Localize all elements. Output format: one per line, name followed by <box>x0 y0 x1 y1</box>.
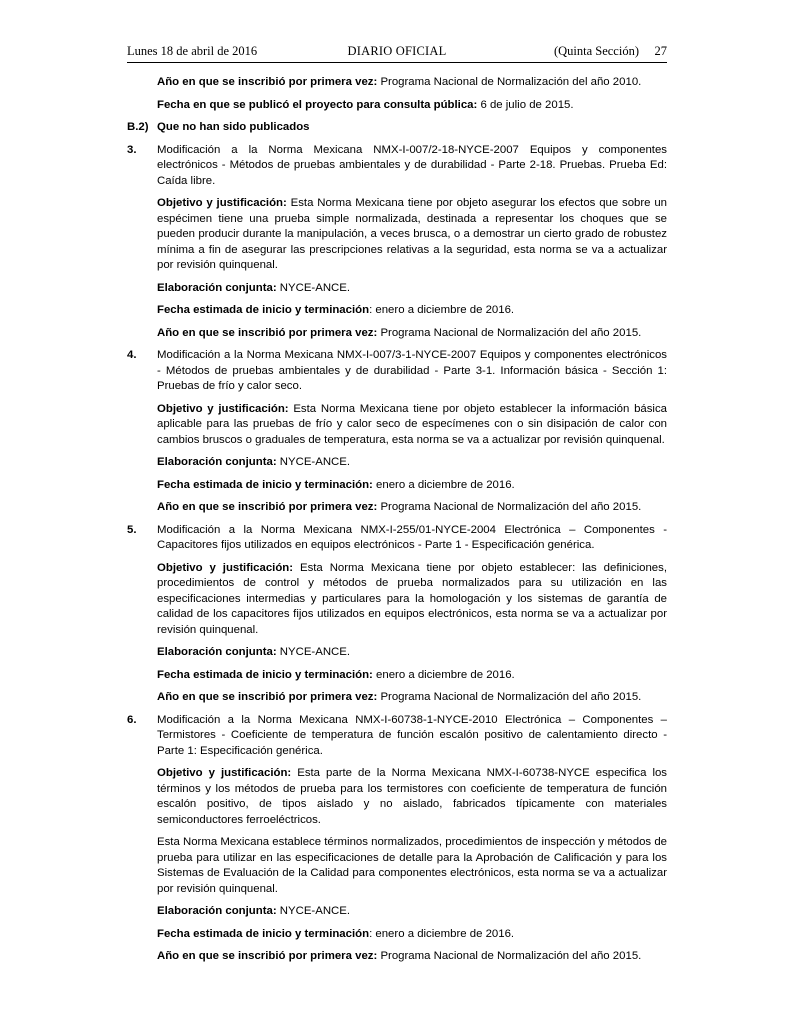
item-number: 6. <box>127 713 137 726</box>
elaboracion-label: Elaboración conjunta: <box>157 456 277 468</box>
item-title: Modificación a la Norma Mexicana NMX-I-60738-1-NYCE-2010 Electrónica – Componentes – Termistores - Coeficiente de temperatura de función escalón positivo de calentamiento directo - Parte 1: Especificación genérica. <box>157 713 667 757</box>
elaboracion-value: NYCE-ANCE. <box>276 281 351 294</box>
elaboracion-paragraph <box>157 645 667 661</box>
objetivo-paragraph <box>157 196 667 274</box>
intro-anio-label: Año en que se inscribió por primera vez: <box>157 76 378 88</box>
section-heading <box>127 120 667 136</box>
fecha-value: : enero a diciembre de 2016. <box>369 304 515 316</box>
elaboracion-value: NYCE-ANCE. <box>276 456 351 468</box>
anio-value: Programa Nacional de Normalización del año 2015. <box>377 326 642 339</box>
objetivo-label: Objetivo y justificación: <box>157 197 287 209</box>
anio-paragraph <box>157 690 667 706</box>
elaboracion-label: Elaboración conjunta: <box>157 905 277 917</box>
item-number: 4. <box>127 349 137 361</box>
header-section: (Quinta Sección) <box>553 44 639 58</box>
list-item <box>127 348 667 395</box>
fecha-paragraph <box>157 303 667 319</box>
objetivo-text: Esta Norma Mexicana tiene por objeto establecer la información básica aplicable para las pruebas de frío y calor seco de especímenes con o sin disipación de calor con cambios bruscos o graduales de temperatura, esta norma se va a actualizar por revisión quinquenal. <box>157 402 667 446</box>
extra-paragraph: Esta Norma Mexicana establece términos normalizados, procedimientos de inspección y métodos de prueba para utilizar en las especificaciones de detalle para la Aprobación de Calificación y para los Sistemas de Evaluación de la Calidad para componentes electrónicos, esta norma se va a actualizar por revisión quinquenal. <box>157 836 667 895</box>
anio-paragraph <box>157 949 667 965</box>
anio-paragraph <box>157 500 667 516</box>
elaboracion-value: NYCE-ANCE. <box>276 646 351 658</box>
objetivo-text: Esta Norma Mexicana tiene por objeto establecer: las definiciones, procedimientos de control y métodos de prueba normalizados para su utilización en las especificaciones intermedias y particulares para la homologación y los sistemas de garantía de calidad de los capacitores fijos utilizados en equipos electrónicos, esta norma se va a actualizar por revisión quinquenal. <box>157 561 667 636</box>
intro-fecha-value: 6 de julio de 2015. <box>477 98 574 111</box>
item-title: Modificación a la Norma Mexicana NMX-I-007/2-18-NYCE-2007 Equipos y componentes electrónicos - Métodos de pruebas ambientales y de durabilidad - Parte 2-18. Pruebas. Prueba Ed: Caída libre. <box>157 143 667 187</box>
elaboracion-label: Elaboración conjunta: <box>157 281 277 294</box>
elaboracion-label: Elaboración conjunta: <box>157 646 277 658</box>
objetivo-label: Objetivo y justificación: <box>157 402 289 415</box>
item-title: Modificación a la Norma Mexicana NMX-I-255/01-NYCE-2004 Electrónica – Componentes - Capacitores fijos utilizados en equipos electrónicos - Parte 1 - Especificación genérica. <box>157 523 667 551</box>
header-publication-title: DIARIO OFICIAL <box>347 44 447 58</box>
header-rule <box>127 62 667 63</box>
objetivo-text: Esta Norma Mexicana tiene por objeto asegurar los efectos que sobre un espécimen tiene una prueba simple normalizada, destinada a representar los choques que se pueden producir durante la manipulación, a veces brusca, o a demostrar un cierto grado de robustez mínima a fin de asegurar las prescripciones relativas a la seguridad, esta norma se va a actualizar por revisión quinquenal. <box>157 197 668 271</box>
section-title: Que no han sido publicados <box>157 121 310 133</box>
objetivo-paragraph <box>157 402 667 449</box>
fecha-label: Fecha estimada de inicio y terminación <box>157 304 370 316</box>
fecha-value: : enero a diciembre de 2016. <box>369 927 515 940</box>
intro-anio-value: Programa Nacional de Normalización del año 2010. <box>377 76 642 88</box>
item-title: Modificación a la Norma Mexicana NMX-I-007/3-1-NYCE-2007 Equipos y componentes electrónicos - Métodos de pruebas ambientales y de durabilidad - Parte 3-1. Información básica - Sección 1: Pruebas de frío y calor seco. <box>157 349 667 392</box>
fecha-paragraph <box>157 478 667 494</box>
anio-label: Año en que se inscribió por primera vez: <box>157 950 378 962</box>
fecha-value: enero a diciembre de 2016. <box>372 478 515 491</box>
anio-label: Año en que se inscribió por primera vez: <box>157 326 378 339</box>
objetivo-label: Objetivo y justificación: <box>157 561 294 574</box>
anio-value: Programa Nacional de Normalización del año 2015. <box>377 501 642 513</box>
anio-value: Programa Nacional de Normalización del año 2015. <box>377 691 642 703</box>
anio-label: Año en que se inscribió por primera vez: <box>157 501 378 513</box>
objetivo-label: Objetivo y justificación: <box>157 767 292 779</box>
objetivo-paragraph <box>157 766 667 828</box>
header-date: Lunes 18 de abril de 2016 <box>127 44 258 58</box>
item-number: 5. <box>127 523 137 536</box>
intro-fecha-paragraph <box>157 98 667 114</box>
fecha-label: Fecha estimada de inicio y terminación: <box>157 478 373 491</box>
elaboracion-value: NYCE-ANCE. <box>276 905 351 917</box>
anio-value: Programa Nacional de Normalización del año 2015. <box>377 950 642 962</box>
intro-anio-paragraph <box>157 75 667 91</box>
page-header <box>127 44 667 62</box>
anio-label: Año en que se inscribió por primera vez: <box>157 691 378 703</box>
elaboracion-paragraph <box>157 281 667 297</box>
list-item <box>127 523 667 554</box>
objetivo-text: Esta parte de la Norma Mexicana NMX-I-60738-NYCE especifica los términos y los métodos de prueba para los termistores con coeficiente de temperatura de función escalón positivo, de tipos aislado y no aislado, fabricados típicamente con materiales semiconductores ferroeléctricos. <box>157 767 668 826</box>
fecha-label: Fecha estimada de inicio y terminación <box>157 927 370 940</box>
list-item <box>127 143 667 190</box>
section-number: B.2) <box>127 121 149 133</box>
fecha-value: enero a diciembre de 2016. <box>372 668 515 681</box>
anio-paragraph <box>157 326 667 342</box>
objetivo-paragraph <box>157 561 667 639</box>
intro-fecha-label: Fecha en que se publicó el proyecto para consulta pública: <box>157 98 478 111</box>
fecha-paragraph <box>157 927 667 943</box>
list-item <box>127 713 667 760</box>
header-page-number: 27 <box>654 44 667 58</box>
elaboracion-paragraph <box>157 904 667 920</box>
fecha-label: Fecha estimada de inicio y terminación: <box>157 668 373 681</box>
item-number: 3. <box>127 143 137 156</box>
elaboracion-paragraph <box>157 455 667 471</box>
fecha-paragraph <box>157 668 667 684</box>
document-body <box>127 75 667 972</box>
